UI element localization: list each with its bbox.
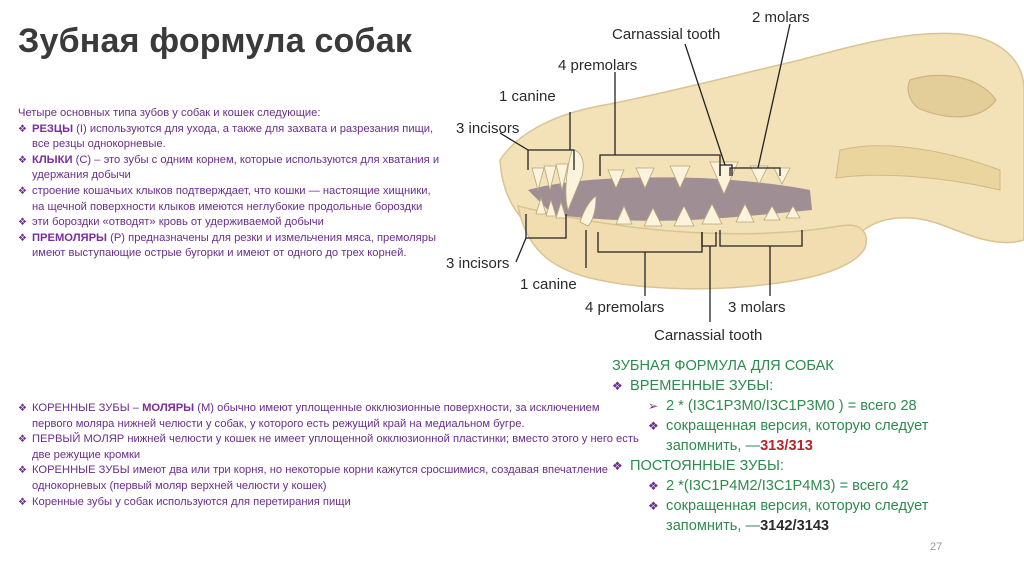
diamond-bullet-icon: ❖ xyxy=(18,185,27,197)
slide-title: Зубная формула собак xyxy=(18,22,413,60)
list-item xyxy=(18,153,443,184)
label-molars-top: 2 molars xyxy=(752,9,810,26)
temp-heading xyxy=(612,376,1012,396)
formula-heading xyxy=(612,356,1012,376)
temp-formula xyxy=(612,396,1012,416)
perm-short-text: сокращенная версия, которую следует xyxy=(666,498,929,514)
term: МОЛЯРЫ xyxy=(142,402,195,414)
item-text: КОРЕННЫЕ ЗУБЫ имеют два или три корня, но некоторые корни кажутся сросшимися, создавая впечатление однокорневых (первый моляр верхней челюсти у кошек) xyxy=(32,464,609,492)
diamond-bullet-icon: ❖ xyxy=(18,123,27,135)
label-incisors-bottom: 3 incisors xyxy=(446,255,510,272)
temp-short-text: сокращенная версия, которую следует xyxy=(666,418,929,434)
dental-formula-block xyxy=(612,356,1012,536)
list-item xyxy=(18,463,643,494)
temp-short-value-row xyxy=(612,436,1012,456)
label-molars-bottom: 3 molars xyxy=(728,299,786,316)
perm-heading xyxy=(612,456,1012,476)
perm-heading-text: ПОСТОЯННЫЕ ЗУБЫ: xyxy=(630,458,784,474)
item-text: эти бороздки «отводят» кровь от удерживаемой добычи xyxy=(32,216,324,229)
diamond-bullet-icon: ❖ xyxy=(18,465,27,477)
list-item xyxy=(18,184,443,215)
perm-short-value: 3142/3143 xyxy=(760,518,830,534)
label-premolars-bottom: 4 premolars xyxy=(585,299,665,316)
label-premolars-top: 4 premolars xyxy=(558,57,638,74)
item-text: (I) используются для ухода, а также для захвата и разрезания пищи, все резцы однокорневые. xyxy=(32,122,434,151)
label-carnassial-top: Carnassial tooth xyxy=(612,26,721,43)
molars-block xyxy=(18,401,643,510)
intro-lead: Четыре основных типа зубов у собак и кошек следующие: xyxy=(18,107,321,119)
diamond-bullet-icon: ❖ xyxy=(18,403,27,414)
formula-heading-text: ЗУБНАЯ ФОРМУЛА ДЛЯ СОБАК xyxy=(612,358,834,374)
term: ПРЕМОЛЯРЫ xyxy=(32,231,108,244)
temp-short-value: 313/313 xyxy=(760,438,813,454)
list-item xyxy=(18,495,643,511)
temp-short xyxy=(612,416,1012,436)
perm-formula xyxy=(612,476,1012,496)
diamond-bullet-icon: ❖ xyxy=(18,434,27,446)
item-text: (M) обычно имеют уплощенные окклюзионные поверхности, за исключением первого моляра нижней челюсти у собак, у которого есть режущий край на медиальном бугре. xyxy=(32,402,600,430)
list-item xyxy=(18,401,643,432)
item-prefix: КОРЕННЫЕ ЗУБЫ – xyxy=(32,402,143,414)
term: КЛЫКИ xyxy=(32,153,73,166)
temp-short-tail: запомнить, — xyxy=(666,438,761,454)
perm-formula-text: 2 *(I3C1P4M2/I3C1P4M3) = всего 42 xyxy=(666,478,909,494)
diamond-bullet-icon: ❖ xyxy=(18,154,27,166)
page-number: 27 xyxy=(930,541,943,553)
item-text: ПЕРВЫЙ МОЛЯР нижней челюсти у кошек не имеет уплощенной окклюзионной пластинки; вместо этого у него есть две режущие кромки xyxy=(32,433,639,461)
diamond-bullet-icon: ❖ xyxy=(612,379,623,393)
item-text: строение кошачьих клыков подтверждает, что кошки — настоящие хищники, на щечной поверхности клыков имеются неглубокие продольные бороздки xyxy=(32,184,431,213)
diamond-bullet-icon: ❖ xyxy=(18,496,27,508)
list-item xyxy=(18,432,643,463)
perm-short xyxy=(612,496,1012,516)
label-canine-top: 1 canine xyxy=(499,88,556,105)
label-canine-bottom: 1 canine xyxy=(520,276,577,293)
arrow-bullet-icon: ➢ xyxy=(648,399,659,413)
item-text: Коренные зубы у собак используются для перетирания пищи xyxy=(32,495,351,508)
perm-short-value-row xyxy=(612,516,1012,536)
diamond-bullet-icon: ❖ xyxy=(612,459,623,473)
list-item xyxy=(18,122,443,153)
perm-short-tail: запомнить, — xyxy=(666,518,761,534)
item-text: (P) предназначены для резки и измельчения мяса, премоляры имеют выступающие острые бугорки и имеют от одного до трех корней. xyxy=(32,231,436,260)
intro-block xyxy=(18,106,443,262)
diamond-bullet-icon: ❖ xyxy=(648,479,659,493)
temp-heading-text: ВРЕМЕННЫЕ ЗУБЫ: xyxy=(630,378,774,394)
label-carnassial-bottom: Carnassial tooth xyxy=(654,327,763,344)
dog-skull-diagram xyxy=(440,0,1024,352)
diamond-bullet-icon: ❖ xyxy=(18,232,27,244)
temp-formula-text: 2 * (I3C1P3M0/I3C1P3M0 ) = всего 28 xyxy=(666,398,917,414)
list-item xyxy=(18,231,443,262)
item-text: (C) – это зубы с одним корнем, которые используются для хватания и удержания добычи xyxy=(32,153,440,182)
term: РЕЗЦЫ xyxy=(32,122,74,135)
list-item xyxy=(18,215,443,231)
label-incisors-top: 3 incisors xyxy=(456,120,520,137)
diamond-bullet-icon: ❖ xyxy=(18,217,27,229)
diamond-bullet-icon: ❖ xyxy=(648,419,659,433)
diamond-bullet-icon: ❖ xyxy=(648,499,659,513)
